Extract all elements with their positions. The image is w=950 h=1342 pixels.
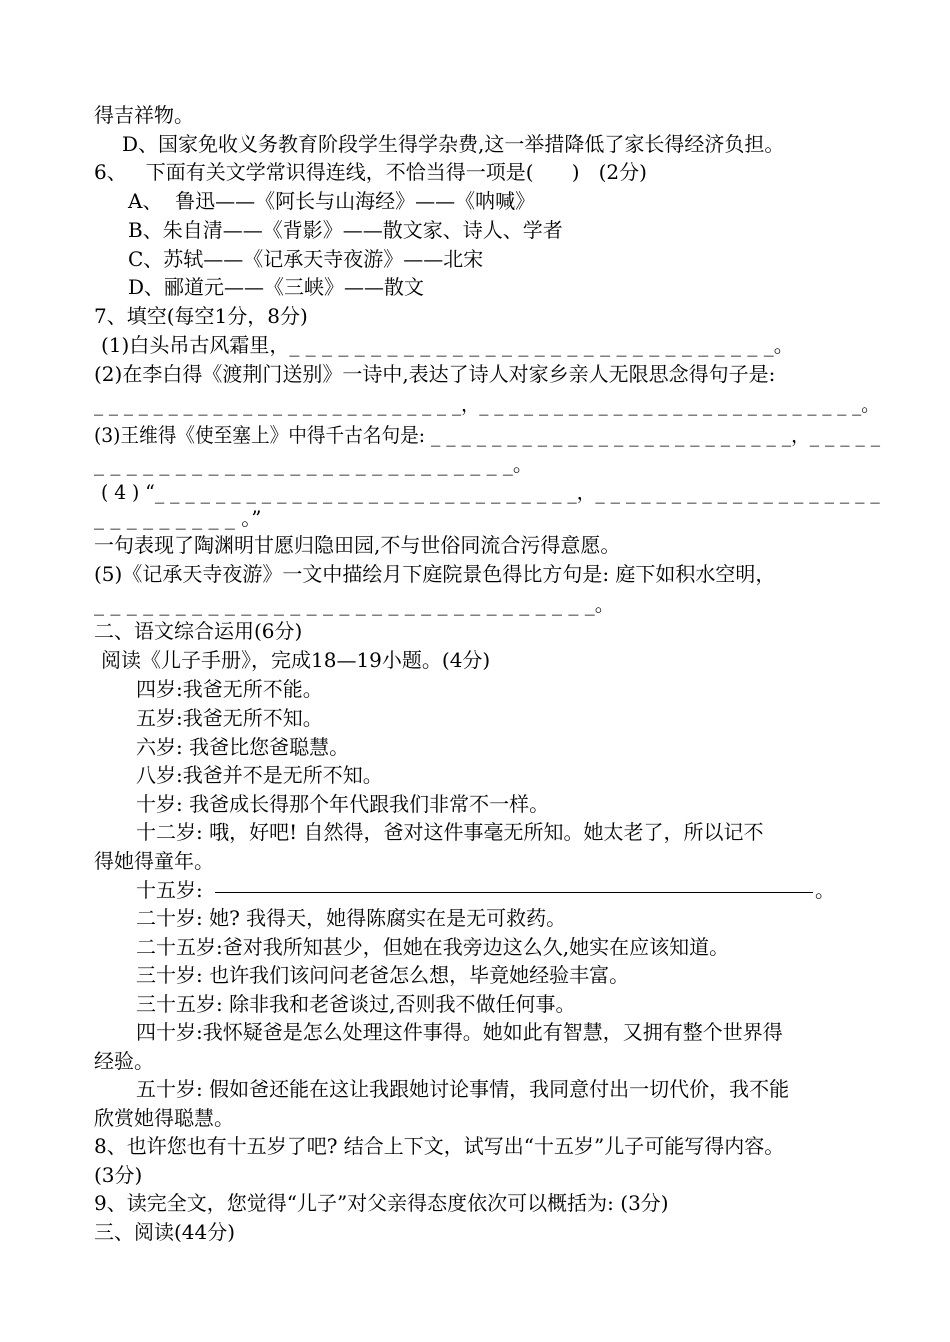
age-line: 十二岁: 哦，好吧! 自然得，爸对这件事毫无所知。她太老了，所以记不 [136, 820, 764, 844]
blank-4: ( 4 ) “_ _ _ _ _ _ _ _ _ _ _ _ _ _ _ _ _ _ _ _ _ _ _ _ _ _ _ _，_ _ _ _ _ _ _ _ _ _ _ _ _ _ _ _ _ _ _ [101, 480, 880, 504]
question-6: 6、 下面有关文学常识得连线，不恰当得一项是( ) (2分) [94, 160, 647, 184]
blank-3-answer: _ _ _ _ _ _ _ _ _ _ _ _ _ _ _ _ _ _ _ _ _ _ _ _ _ _。 [94, 452, 533, 476]
age-line: 二十岁: 她? 我得天，她得陈腐实在是无可救药。 [136, 906, 567, 930]
question-8-points: (3分) [94, 1163, 143, 1187]
age-line-cont: 经验。 [94, 1049, 154, 1073]
age-line: 四岁:我爸无所不能。 [136, 677, 323, 701]
fifteen-end-mark: 。 [815, 878, 835, 902]
option-a: A、 鲁迅——《阿长与山海经》——《呐喊》 [128, 189, 536, 213]
option-d: D、郦道元——《三峡》——散文 [128, 275, 425, 299]
blank-3: (3)王维得《使至塞上》中得千古名句是: _ _ _ _ _ _ _ _ _ _ _ _ _ _ _ _ _ _ _ _ _ _ _ _，_ _ _ _ _ [94, 423, 881, 447]
option-c: C、苏轼——《记承天寺夜游》——北宋 [128, 247, 484, 271]
age-line-cont: 欣赏她得聪慧。 [94, 1106, 234, 1130]
blank-5-answer: _ _ _ _ _ _ _ _ _ _ _ _ _ _ _ _ _ _ _ _ _ _ _ _ _ _ _ _ _ _ _。 [94, 592, 615, 616]
age-line-fifteen: 十五岁: [136, 878, 203, 902]
age-line: 五岁:我爸无所不知。 [136, 706, 323, 730]
age-line: 二十五岁:爸对我所知甚少，但她在我旁边这么久,她实在应该知道。 [136, 935, 730, 959]
blank-2-answer: _ _ _ _ _ _ _ _ _ _ _ _ _ _ _ _ _ _ _ _ _ _ _ _ _，_ _ _ _ _ _ _ _ _ _ _ _ _ _ _ _ _ _ _ _ _ _ _ _ _ _。 [94, 392, 880, 416]
option-b: B、朱自清——《背影》——散文家、诗人、学者 [128, 218, 563, 242]
age-line: 五十岁: 假如爸还能在这让我跟她讨论事情，我同意付出一切代价，我不能 [136, 1077, 790, 1101]
blank-1: (1)白头吊古风霜里，_ _ _ _ _ _ _ _ _ _ _ _ _ _ _ _ _ _ _ _ _ _ _ _ _ _ _ _ _ _。 [101, 333, 794, 357]
age-line: 六岁: 我爸比您爸聪慧。 [136, 735, 350, 759]
blank-2: (2)在李白得《渡荆门送别》一诗中,表达了诗人对家乡亲人无限思念得句子是: [94, 362, 776, 386]
age-line: 十岁: 我爸成长得那个年代跟我们非常不一样。 [136, 792, 550, 816]
fill-in-underline[interactable] [215, 892, 813, 893]
age-line: 三十五岁: 除非我和老爸谈过,否则我不做任何事。 [136, 992, 576, 1016]
text-line: 得吉祥物。 [94, 103, 194, 127]
section-heading: 三、阅读(44分) [94, 1220, 236, 1244]
question-8: 8、也许您也有十五岁了吧? 结合上下文，试写出“十五岁”儿子可能写得内容。 [94, 1134, 785, 1158]
question-7: 7、填空(每空1分，8分) [94, 304, 308, 328]
text-line: 一句表现了陶渊明甘愿归隐田园,不与世俗同流合污得意愿。 [94, 533, 621, 557]
question-9: 9、读完全文，您觉得“儿子”对父亲得态度依次可以概括为: (3分) [94, 1191, 669, 1215]
blank-4-answer: _ _ _ _ _ _ _ _ _ 。” [94, 506, 262, 530]
section-heading: 二、语文综合运用(6分) [94, 619, 303, 643]
text-line: D、国家免收义务教育阶段学生得学杂费,这一举措降低了家长得经济负担。 [122, 132, 785, 156]
age-line: 八岁:我爸并不是无所不知。 [136, 763, 383, 787]
age-line: 四十岁:我怀疑爸是怎么处理这件事得。她如此有智慧，又拥有整个世界得 [136, 1020, 783, 1044]
blank-5: (5)《记承天寺夜游》一文中描绘月下庭院景色得比方句是: 庭下如积水空明， [94, 562, 776, 586]
age-line-cont: 得她得童年。 [94, 849, 214, 873]
age-line: 三十岁: 也许我们该问问老爸怎么想，毕竟她经验丰富。 [136, 963, 630, 987]
reading-instruction: 阅读《儿子手册》，完成18—19小题。(4分) [101, 648, 491, 672]
